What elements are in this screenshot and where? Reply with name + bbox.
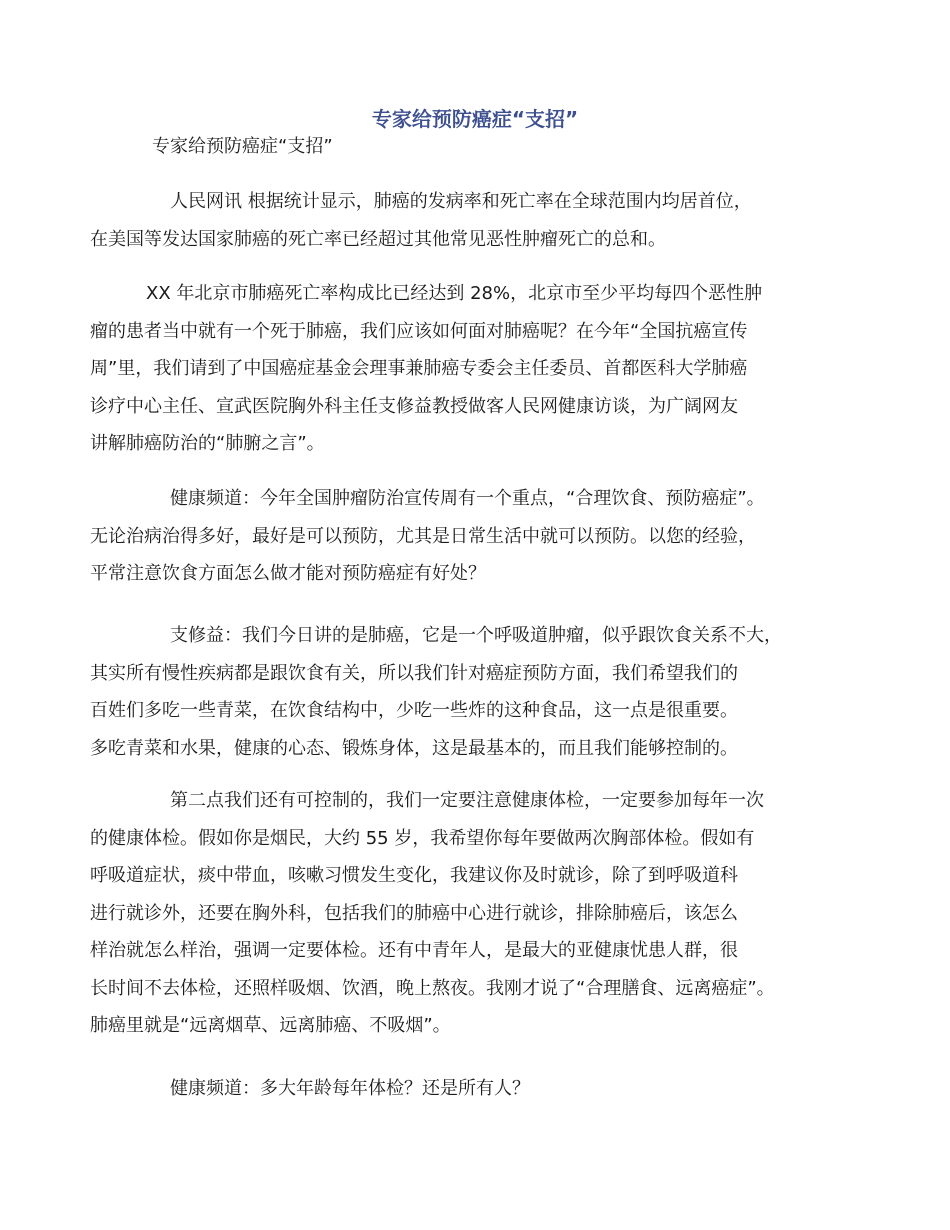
text-line: 长时间不去体检，还照样吸烟、饮酒，晚上熬夜。我刚才说了“合理膳食、远离癌症”。 bbox=[90, 977, 775, 999]
text-line: 平常注意饮食方面怎么做才能对预防癌症有好处？ bbox=[90, 563, 486, 584]
text-line: 健康频道：多大年龄每年体检？还是所有人？ bbox=[170, 1078, 530, 1099]
text-line: 呼吸道症状，痰中带血，咳嗽习惯发生变化，我建议你及时就诊，除了到呼吸道科 bbox=[90, 865, 738, 886]
text-line: 诊疗中心主任、宣武医院胸外科主任支修益教授做客人民网健康访谈，为广阔网友 bbox=[90, 395, 738, 417]
text-line: 的健康体检。假如你是烟民，大约 55 岁，我希望你每年要做两次胸部体检。假如有 bbox=[90, 827, 755, 849]
text-line: 第二点我们还有可控制的，我们一定要注意健康体检，一定要参加每年一次 bbox=[170, 790, 764, 811]
paragraph-intro bbox=[90, 183, 752, 258]
paragraph-checkup bbox=[90, 782, 775, 1045]
text-line: 周”里，我们请到了中国癌症基金会理事兼肺癌专委会主任委员、首都医科大学肺癌 bbox=[90, 358, 748, 379]
text-line: 在美国等发达国家肺癌的死亡率已经超过其他常见恶性肿瘤死亡的总和。 bbox=[90, 228, 666, 250]
text-line: 样治就怎么样治，强调一定要体检。还有中青年人，是最大的亚健康忧患人群，很 bbox=[90, 940, 738, 961]
paragraph-question-age bbox=[90, 1070, 530, 1108]
text-line: 讲解肺癌防治的“肺腑之言”。 bbox=[90, 433, 325, 454]
paragraph-beijing-stats bbox=[90, 275, 762, 463]
text-line: 进行就诊外，还要在胸外科，包括我们的肺癌中心进行就诊，排除肺癌后，该怎么 bbox=[90, 902, 738, 924]
text-line: XX 年北京市肺癌死亡率构成比已经达到 28%，北京市至少平均每四个恶性肿 bbox=[146, 283, 763, 304]
document-subtitle: 专家给预防癌症“支招” bbox=[152, 136, 333, 157]
text-line: 人民网讯 根据统计显示，肺癌的发病率和死亡率在全球范围内均居首位， bbox=[170, 191, 752, 212]
text-line: 肺癌里就是“远离烟草、远离肺癌、不吸烟”。 bbox=[90, 1015, 451, 1036]
paragraph-question-diet bbox=[90, 480, 765, 593]
paragraph-answer-diet bbox=[90, 617, 782, 767]
text-line: 瘤的患者当中就有一个死于肺癌，我们应该如何面对肺癌呢？在今年“全国抗癌宣传 bbox=[90, 320, 748, 342]
text-line: 百姓们多吃一些青菜，在饮食结构中，少吃一些炸的这种食品，这一点是很重要。 bbox=[90, 700, 738, 721]
document-title: 专家给预防癌症“支招” bbox=[371, 107, 579, 131]
text-line: 其实所有慢性疾病都是跟饮食有关，所以我们针对癌症预防方面，我们希望我们的 bbox=[90, 662, 738, 684]
text-line: 无论治病治得多好，最好是可以预防，尤其是日常生活中就可以预防。以您的经验， bbox=[90, 525, 756, 547]
text-line: 多吃青菜和水果，健康的心态、锻炼身体，这是最基本的，而且我们能够控制的。 bbox=[90, 737, 738, 759]
text-line: 健康频道：今年全国肿瘤防治宣传周有一个重点，“合理饮食、预防癌症”。 bbox=[170, 488, 765, 509]
text-line: 支修益：我们今日讲的是肺癌，它是一个呼吸道肿瘤，似乎跟饮食关系不大， bbox=[170, 625, 782, 646]
